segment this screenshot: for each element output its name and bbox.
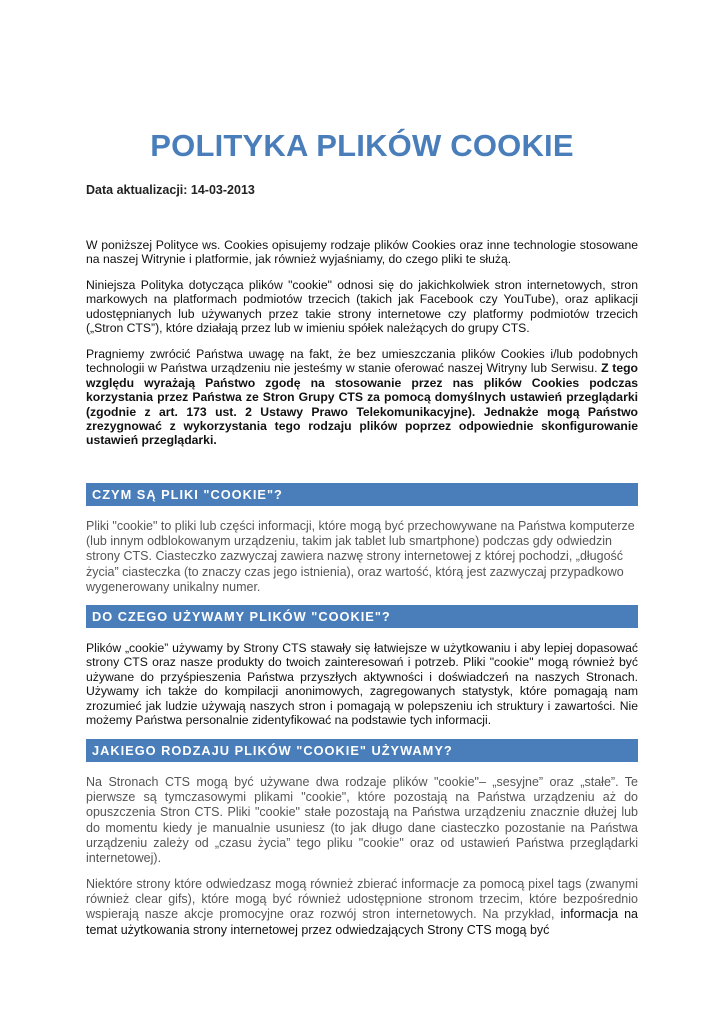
intro-paragraph-2: Niniejsza Polityka dotycząca plików "cookie" odnosi się do jakichkolwiek stron internetowych, stron markowych na platformach podmiotów trzecich (takich jak Facebook czy YouTube), oraz aplikacji udostępnianych lub używanych przez takie strony internetowe czy platformy podmiotów trzecich („Stron CTS”), które działają przez lub w imieniu spółek należących do grupy CTS. (86, 278, 638, 336)
consent-paragraph (86, 347, 638, 448)
section-text-types: Na Stronach CTS mogą być używane dwa rodzaje plików "cookie"– „sesyjne” oraz „stałe”. Te pierwsze są tymczasowymi plikami "cookie", które pozostają na Państwa urządzeniu aż do opuszczenia Stron CTS. Pliki "cookie" stałe pozostają na Państwa urządzeniu znacznie dłużej lub do momentu kiedy je manualnie usuniesz (to jak długo dane ciasteczko pozostanie na Państwa urządzeniu zależy od „czasu życia” tego pliku "cookie" oraz od ustawień Państwa przeglądarki internetowej). (86, 775, 638, 866)
section-text-what-are-cookies: Pliki "cookie" to pliki lub części informacji, które mogą być przechowywane na Państwa komputerze (lub innym odblokowanym urządzeniu, takim jak tablet lub smartphone) podczas gdy odwiedzin strony CTS. Ciasteczko zazwyczaj zawiera nazwę strony internetowej z której pochodzi, „długość życia” ciasteczka (to znaczy czas jego istnienia), oraz wartość, którą jest zazwyczaj przypadkowo wygenerowany unikalny numer. (86, 519, 635, 594)
pixel-tags-dark-text: informacja na temat użytkowania strony internetowej przez odwiedzających Strony CTS mogą być (86, 907, 638, 937)
section-heading-what-are-cookies: CZYM SĄ PLIKI "COOKIE"? (86, 483, 638, 506)
intro-paragraph-1: W poniższej Polityce ws. Cookies opisujemy rodzaje plików Cookies oraz inne technologie stosowane na naszej Witrynie i platformie, jak również wyjaśniamy, do czego pliki te służą. (86, 238, 638, 267)
section-text-what-for: Plików „cookie” używamy by Strony CTS stawały się łatwiejsze w użytkowaniu i aby lepiej dopasować strony CTS oraz nasze produkty do twoich zainteresowań i potrzeb. Pliki "cookie" mogą również być używane do przyśpieszenia Państwa przyszłych aktywności i doświadczeń na naszych Stronach. Używamy ich także do kompilacji anonimowych, zagregowanych statystyk, które pomagają nam zrozumieć jak ludzie używają naszych stron i pomagają w polepszeniu ich struktury i zawartości. Nie możemy Państwa personalnie zidentyfikować na podstawie tych informacji. (86, 641, 638, 728)
page-title: POLITYKA PLIKÓW COOKIE (150, 128, 574, 163)
pixel-tags-text: Niektóre strony które odwiedzasz mogą również zbierać informacje za pomocą pixel tags (zwanymi również clear gifs), które mogą być również udostępnione stronom trzecim, które bezpośrednio wspierają nasze akcje promocyjne oraz rozwój stron internetowych. Na przykład, (86, 877, 638, 922)
consent-bold-text: Z tego względu wyrażają Państwo zgodę na stosowanie przez nas plików Cookies podczas korzystania przez Państwa ze Stron Grupy CTS za pomocą domyślnych ustawień przeglądarki (zgodnie z art. 173 ust. 2 Ustawy Prawo Telekomunikacyjne). Jednakże mogą Państwo zrezygnować z wykorzystania tego rodzaju plików poprzez odpowiednie skonfigurowanie ustawień przeglądarki. (86, 361, 638, 448)
update-date: Data aktualizacji: 14-03-2013 (86, 183, 255, 197)
section-heading-what-for: DO CZEGO UŻYWAMY PLIKÓW "COOKIE"? (86, 605, 638, 628)
section-heading-types: JAKIEGO RODZAJU PLIKÓW "COOKIE" UŻYWAMY? (86, 739, 638, 762)
consent-plain-text: Pragniemy zwrócić Państwa uwagę na fakt, że bez umieszczania plików Cookies i/lub podobnych technologii w Państwa urządzeniu nie jesteśmy w stanie oferować naszej Witryny lub Serwisu. (86, 347, 638, 376)
section-text-pixel-tags (86, 877, 638, 938)
